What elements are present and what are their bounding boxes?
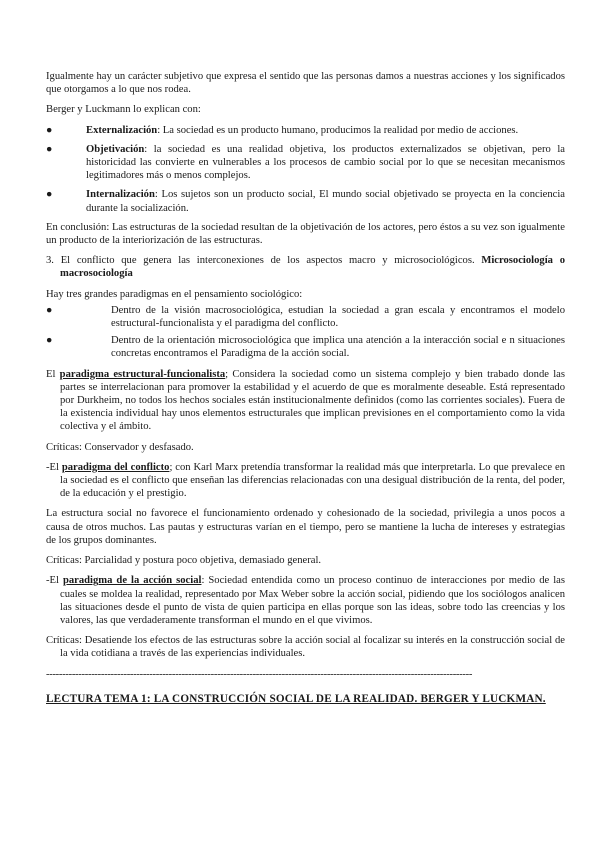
- document-page: [46, 70, 565, 706]
- point-3-bold: Microsociología o macrosociología: [60, 255, 565, 280]
- conf-text: ; con Karl Marx pretendía transformar la realidad más que interpretarla. Lo que prevalece en la sociedad es el conflicto que enseñan las diferencias relacionadas con una desigual distribución de la renta, del poder, de la educación y el prestigio.: [60, 461, 566, 500]
- act-prefix: -El: [46, 575, 63, 587]
- section-heading: LECTURA TEMA 1: LA CONSTRUCCIÓN SOCIAL DE LA REALIDAD. BERGER Y LUCKMAN.: [46, 692, 546, 705]
- term-internalization: Internalización: [86, 189, 155, 201]
- bullet-text: : Los sujetos son un producto social, El mundo social objetivado se proyecta en la conciencia durante la socialización.: [86, 189, 565, 214]
- bullet-icon: ●: [46, 124, 53, 136]
- term-objectivation: Objetivación: [86, 143, 145, 155]
- paragraph-structural-functionalist: [46, 368, 565, 434]
- paragraph-social-action: [46, 574, 565, 627]
- bullet-text: : la sociedad es una realidad objetiva, los productos externalizados se objetivan, pero la historicidad las convierte en vulnerables a los procesos de cambio social por lo que se necesitan mecanismos legitimadores más o menos complejos.: [86, 143, 565, 182]
- bullet-icon: ●: [46, 143, 53, 155]
- bullet-icon: ●: [46, 304, 53, 316]
- bullet-icon: ●: [46, 189, 53, 201]
- conf-prefix: -El: [46, 461, 62, 473]
- term-externalization: Externalización: [86, 124, 158, 136]
- separator-line: ------------------------------------------------------------------------------------------------------------------------------------: [46, 668, 473, 680]
- sf-text: ; Considera la sociedad como un sistema complejo y bien trabado donde las partes se interrelacionan para promover la estabilidad y el acuerdo de que es moralmente deseable. Está representado por Durkheim, no todos los hechos sociales están institucionalmente definidos (como las corrientes sociales). Fuera de la existencia individual hay unos elementos estructurales que implican previsiones en el comportamiento como la vida colectiva y el ámbito.: [60, 368, 565, 433]
- paradigm-bullet-micro: [46, 334, 565, 360]
- paragraph-conflict: [46, 461, 565, 501]
- sf-prefix: El: [46, 368, 60, 380]
- critique-conflict: Críticas: Parcialidad y postura poco objetiva, demasiado general.: [46, 555, 322, 567]
- term-conflict: paradigma del conflicto: [61, 461, 170, 473]
- paradigm-bullet-text: Dentro de la orientación microsociológica que implica una atención a la interacción social e n situaciones concretas encontramos el Paradigma de la acción social.: [111, 335, 565, 360]
- paragraph-conclusion: En conclusión: Las estructuras de la sociedad resultan de la objetivación de los actores, pero éstos a su vez son igualmente un producto de la interiorización de las estructuras.: [46, 221, 565, 247]
- critique-structural-functionalist: Críticas: Conservador y desfasado.: [46, 441, 194, 453]
- critique-social-action: Críticas: Desatiende los efectos de las estructuras sobre la acción social al focalizar su interés en la construcción social de la vida cotidiana a través de las experiencias individuales.: [46, 635, 565, 660]
- paradigm-bullet-macro: [46, 304, 565, 330]
- paragraph-paradigms-intro: Hay tres grandes paradigmas en el pensamiento sociológico:: [46, 288, 303, 300]
- term-structural-functionalist: paradigma estructural-funcionalista: [59, 368, 226, 380]
- term-social-action: paradigma de la acción social: [62, 575, 202, 587]
- paragraph-point-3: [46, 254, 565, 280]
- point-3-text: 3. El conflicto que genera las interconexiones de los aspectos macro y microsociológicos.: [46, 255, 482, 267]
- paradigm-bullet-text: Dentro de la visión macrosociológica, estudian la sociedad a gran escala y encontramos el modelo estructural-funcionalista y el paradigma del conflicto.: [111, 304, 565, 330]
- bullet-objectivation: [46, 143, 565, 183]
- bullet-internalization: [46, 188, 565, 214]
- paragraph-subjective: Igualmente hay un carácter subjetivo que expresa el sentido que las personas damos a nuestras acciones y los significados que otorgamos a lo que nos rodea.: [46, 71, 565, 96]
- act-text: : Sociedad entendida como un proceso continuo de interacciones por medio de las cuales se moldea la realidad, representado por Max Weber sobre la acción social, pidiendo que los sociólogos analicen las situaciones desde el punto de vista de quien participa en ellas porque son las ideas, sobre todo las creencias y los valores, las que verdaderamente transforman el mundo en el que vivimos.: [60, 575, 565, 626]
- paragraph-berger-intro: Berger y Luckmann lo explican con:: [46, 104, 201, 116]
- bullet-text: : La sociedad es un producto humano, producimos la realidad por medio de acciones.: [157, 124, 519, 136]
- paragraph-conflict-2: La estructura social no favorece el funcionamiento ordenado y cohesionado de la sociedad, privilegia a unos pocos a causa de otros muchos. Las pautas y estructuras varían en el tiempo, pero se mantiene la lucha de intereses y estrategias de los grupos dominantes.: [46, 508, 565, 546]
- bullet-icon: ●: [46, 335, 53, 347]
- bullet-externalization: [46, 124, 565, 137]
